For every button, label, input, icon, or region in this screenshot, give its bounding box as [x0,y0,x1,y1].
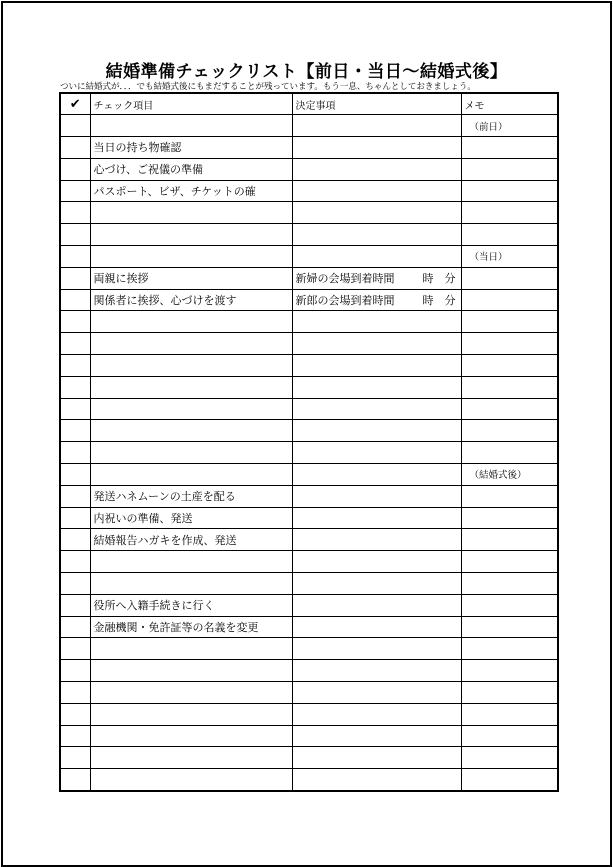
decision-cell[interactable] [292,289,461,311]
check-cell[interactable] [60,158,90,180]
decision-cell[interactable] [292,551,461,573]
item-cell[interactable]: 役所へ入籍手続きに行く [90,594,292,616]
item-cell[interactable] [90,464,292,486]
item-cell[interactable] [90,769,292,791]
check-cell[interactable] [60,442,90,464]
item-cell[interactable] [90,725,292,747]
item-column-header: チェック項目 [90,93,292,115]
check-cell[interactable] [60,507,90,529]
decision-label: 新郎の会場到着時間 [295,294,395,308]
decision-cell[interactable] [292,747,461,769]
item-cell[interactable] [90,355,292,377]
decision-cell[interactable] [292,464,461,486]
check-cell[interactable] [60,769,90,791]
item-cell[interactable] [90,442,292,464]
table-row [60,769,558,791]
decision-time-field [296,270,458,286]
item-cell[interactable] [90,398,292,420]
memo-cell[interactable] [461,420,558,442]
decision-cell[interactable] [292,616,461,638]
memo-cell[interactable] [461,376,558,398]
memo-cell[interactable] [461,224,558,246]
item-cell[interactable]: パスポート、ビザ、チケットの確 [90,180,292,202]
time-unit-label: 時 分 [422,272,456,286]
table-row [60,485,558,507]
memo-cell[interactable] [461,747,558,769]
memo-cell[interactable]: （前日） [461,115,558,137]
item-cell[interactable] [90,333,292,355]
decision-cell[interactable] [292,115,461,137]
table-row [60,464,558,486]
checklist-body [60,115,558,791]
decision-cell[interactable] [292,682,461,704]
check-cell[interactable] [60,551,90,573]
table-row [60,747,558,769]
check-cell[interactable] [60,311,90,333]
check-cell[interactable] [60,485,90,507]
check-cell[interactable] [60,180,90,202]
memo-cell[interactable] [461,202,558,224]
check-cell[interactable] [60,355,90,377]
memo-cell[interactable] [461,638,558,660]
item-cell[interactable]: 金融機関・免許証等の名義を変更 [90,616,292,638]
item-cell[interactable]: 内祝いの準備、発送 [90,507,292,529]
item-cell[interactable] [90,420,292,442]
checklist-table [59,92,559,792]
memo-cell[interactable] [461,333,558,355]
decision-cell[interactable] [292,573,461,595]
decision-cell[interactable] [292,660,461,682]
memo-cell[interactable] [461,769,558,791]
memo-cell[interactable] [461,485,558,507]
check-cell[interactable] [60,224,90,246]
decision-cell[interactable] [292,355,461,377]
memo-cell[interactable] [461,660,558,682]
table-row [60,137,558,159]
table-row [60,594,558,616]
decision-cell[interactable] [292,202,461,224]
table-row [60,616,558,638]
check-cell[interactable] [60,660,90,682]
item-cell[interactable] [90,224,292,246]
memo-cell[interactable] [461,311,558,333]
check-cell[interactable] [60,638,90,660]
check-cell[interactable] [60,333,90,355]
decision-cell[interactable] [292,180,461,202]
decision-cell[interactable] [292,529,461,551]
memo-cell[interactable] [461,594,558,616]
table-row [60,311,558,333]
item-cell[interactable] [90,376,292,398]
check-cell[interactable] [60,529,90,551]
item-cell[interactable] [90,115,292,137]
check-cell[interactable] [60,420,90,442]
decision-cell[interactable] [292,224,461,246]
memo-cell[interactable]: （結婚式後） [461,464,558,486]
check-cell[interactable] [60,747,90,769]
memo-cell[interactable] [461,573,558,595]
table-row [60,551,558,573]
check-cell[interactable] [60,115,90,137]
table-row [60,224,558,246]
decision-cell[interactable] [292,158,461,180]
decision-cell[interactable] [292,311,461,333]
table-row [60,115,558,137]
table-row [60,638,558,660]
memo-cell[interactable] [461,180,558,202]
memo-cell[interactable] [461,289,558,311]
item-cell[interactable] [90,573,292,595]
table-row [60,682,558,704]
item-cell[interactable] [90,311,292,333]
decision-cell[interactable] [292,769,461,791]
item-cell[interactable]: 発送ハネムーンの土産を配る [90,485,292,507]
check-cell[interactable] [60,616,90,638]
item-cell[interactable]: 関係者に挨拶、心づけを渡す [90,289,292,311]
table-row [60,725,558,747]
decision-cell[interactable] [292,638,461,660]
check-cell[interactable] [60,289,90,311]
decision-cell[interactable] [292,398,461,420]
page-subtitle: ついに結婚式が．．．でも結婚式後にもまだすることが残っています。もう一息、ちゃんとしておきましょう。 [60,82,476,92]
item-cell[interactable]: 結婚報告ハガキを作成、発送 [90,529,292,551]
memo-cell[interactable] [461,442,558,464]
item-cell[interactable] [90,682,292,704]
check-cell[interactable] [60,573,90,595]
table-row [60,660,558,682]
item-cell[interactable] [90,660,292,682]
decision-cell[interactable] [292,485,461,507]
check-cell[interactable] [60,202,90,224]
memo-cell[interactable] [461,682,558,704]
decision-cell[interactable] [292,420,461,442]
check-cell[interactable] [60,137,90,159]
decision-cell[interactable] [292,246,461,268]
check-cell[interactable] [60,376,90,398]
table-row [60,507,558,529]
table-row [60,355,558,377]
table-row [60,333,558,355]
memo-cell[interactable] [461,507,558,529]
check-cell[interactable] [60,594,90,616]
table-row [60,246,558,268]
decision-cell[interactable] [292,703,461,725]
table-row [60,180,558,202]
item-cell[interactable]: 心づけ、ご祝儀の準備 [90,158,292,180]
memo-cell[interactable] [461,137,558,159]
decision-label: 新婦の会場到着時間 [295,272,395,286]
table-row [60,573,558,595]
memo-cell[interactable] [461,703,558,725]
memo-cell[interactable] [461,158,558,180]
item-cell[interactable] [90,638,292,660]
memo-cell[interactable] [461,616,558,638]
decision-cell[interactable] [292,137,461,159]
decision-cell[interactable] [292,507,461,529]
time-unit-label: 時 分 [422,294,456,308]
item-cell[interactable] [90,246,292,268]
memo-cell[interactable] [461,551,558,573]
check-cell[interactable] [60,725,90,747]
item-cell[interactable] [90,551,292,573]
decision-column-header: 決定事項 [292,93,461,115]
decision-cell[interactable] [292,267,461,289]
check-cell[interactable] [60,246,90,268]
table-row [60,529,558,551]
table-row [60,398,558,420]
check-cell[interactable] [60,703,90,725]
check-cell[interactable] [60,398,90,420]
item-cell[interactable] [90,202,292,224]
table-header-row [60,93,558,115]
check-column-header: ✔ [60,93,90,115]
memo-cell[interactable] [461,355,558,377]
page-title: 結婚準備チェックリスト【前日・当日～結婚式後】 [105,62,508,82]
item-cell[interactable]: 両親に挨拶 [90,267,292,289]
decision-cell[interactable] [292,725,461,747]
table-row [60,703,558,725]
memo-cell[interactable] [461,725,558,747]
memo-cell[interactable] [461,529,558,551]
check-cell[interactable] [60,267,90,289]
memo-cell[interactable] [461,267,558,289]
table-row [60,420,558,442]
decision-cell[interactable] [292,442,461,464]
decision-time-field [296,292,458,308]
decision-cell[interactable] [292,333,461,355]
table-row [60,202,558,224]
table-row [60,267,558,289]
decision-cell[interactable] [292,376,461,398]
table-row [60,442,558,464]
item-cell[interactable] [90,703,292,725]
memo-column-header: メモ [461,93,558,115]
check-cell[interactable] [60,682,90,704]
memo-cell[interactable]: （当日） [461,246,558,268]
item-cell[interactable]: 当日の持ち物確認 [90,137,292,159]
decision-cell[interactable] [292,594,461,616]
table-row [60,376,558,398]
memo-cell[interactable] [461,398,558,420]
table-row [60,289,558,311]
table-row [60,158,558,180]
item-cell[interactable] [90,747,292,769]
check-cell[interactable] [60,464,90,486]
